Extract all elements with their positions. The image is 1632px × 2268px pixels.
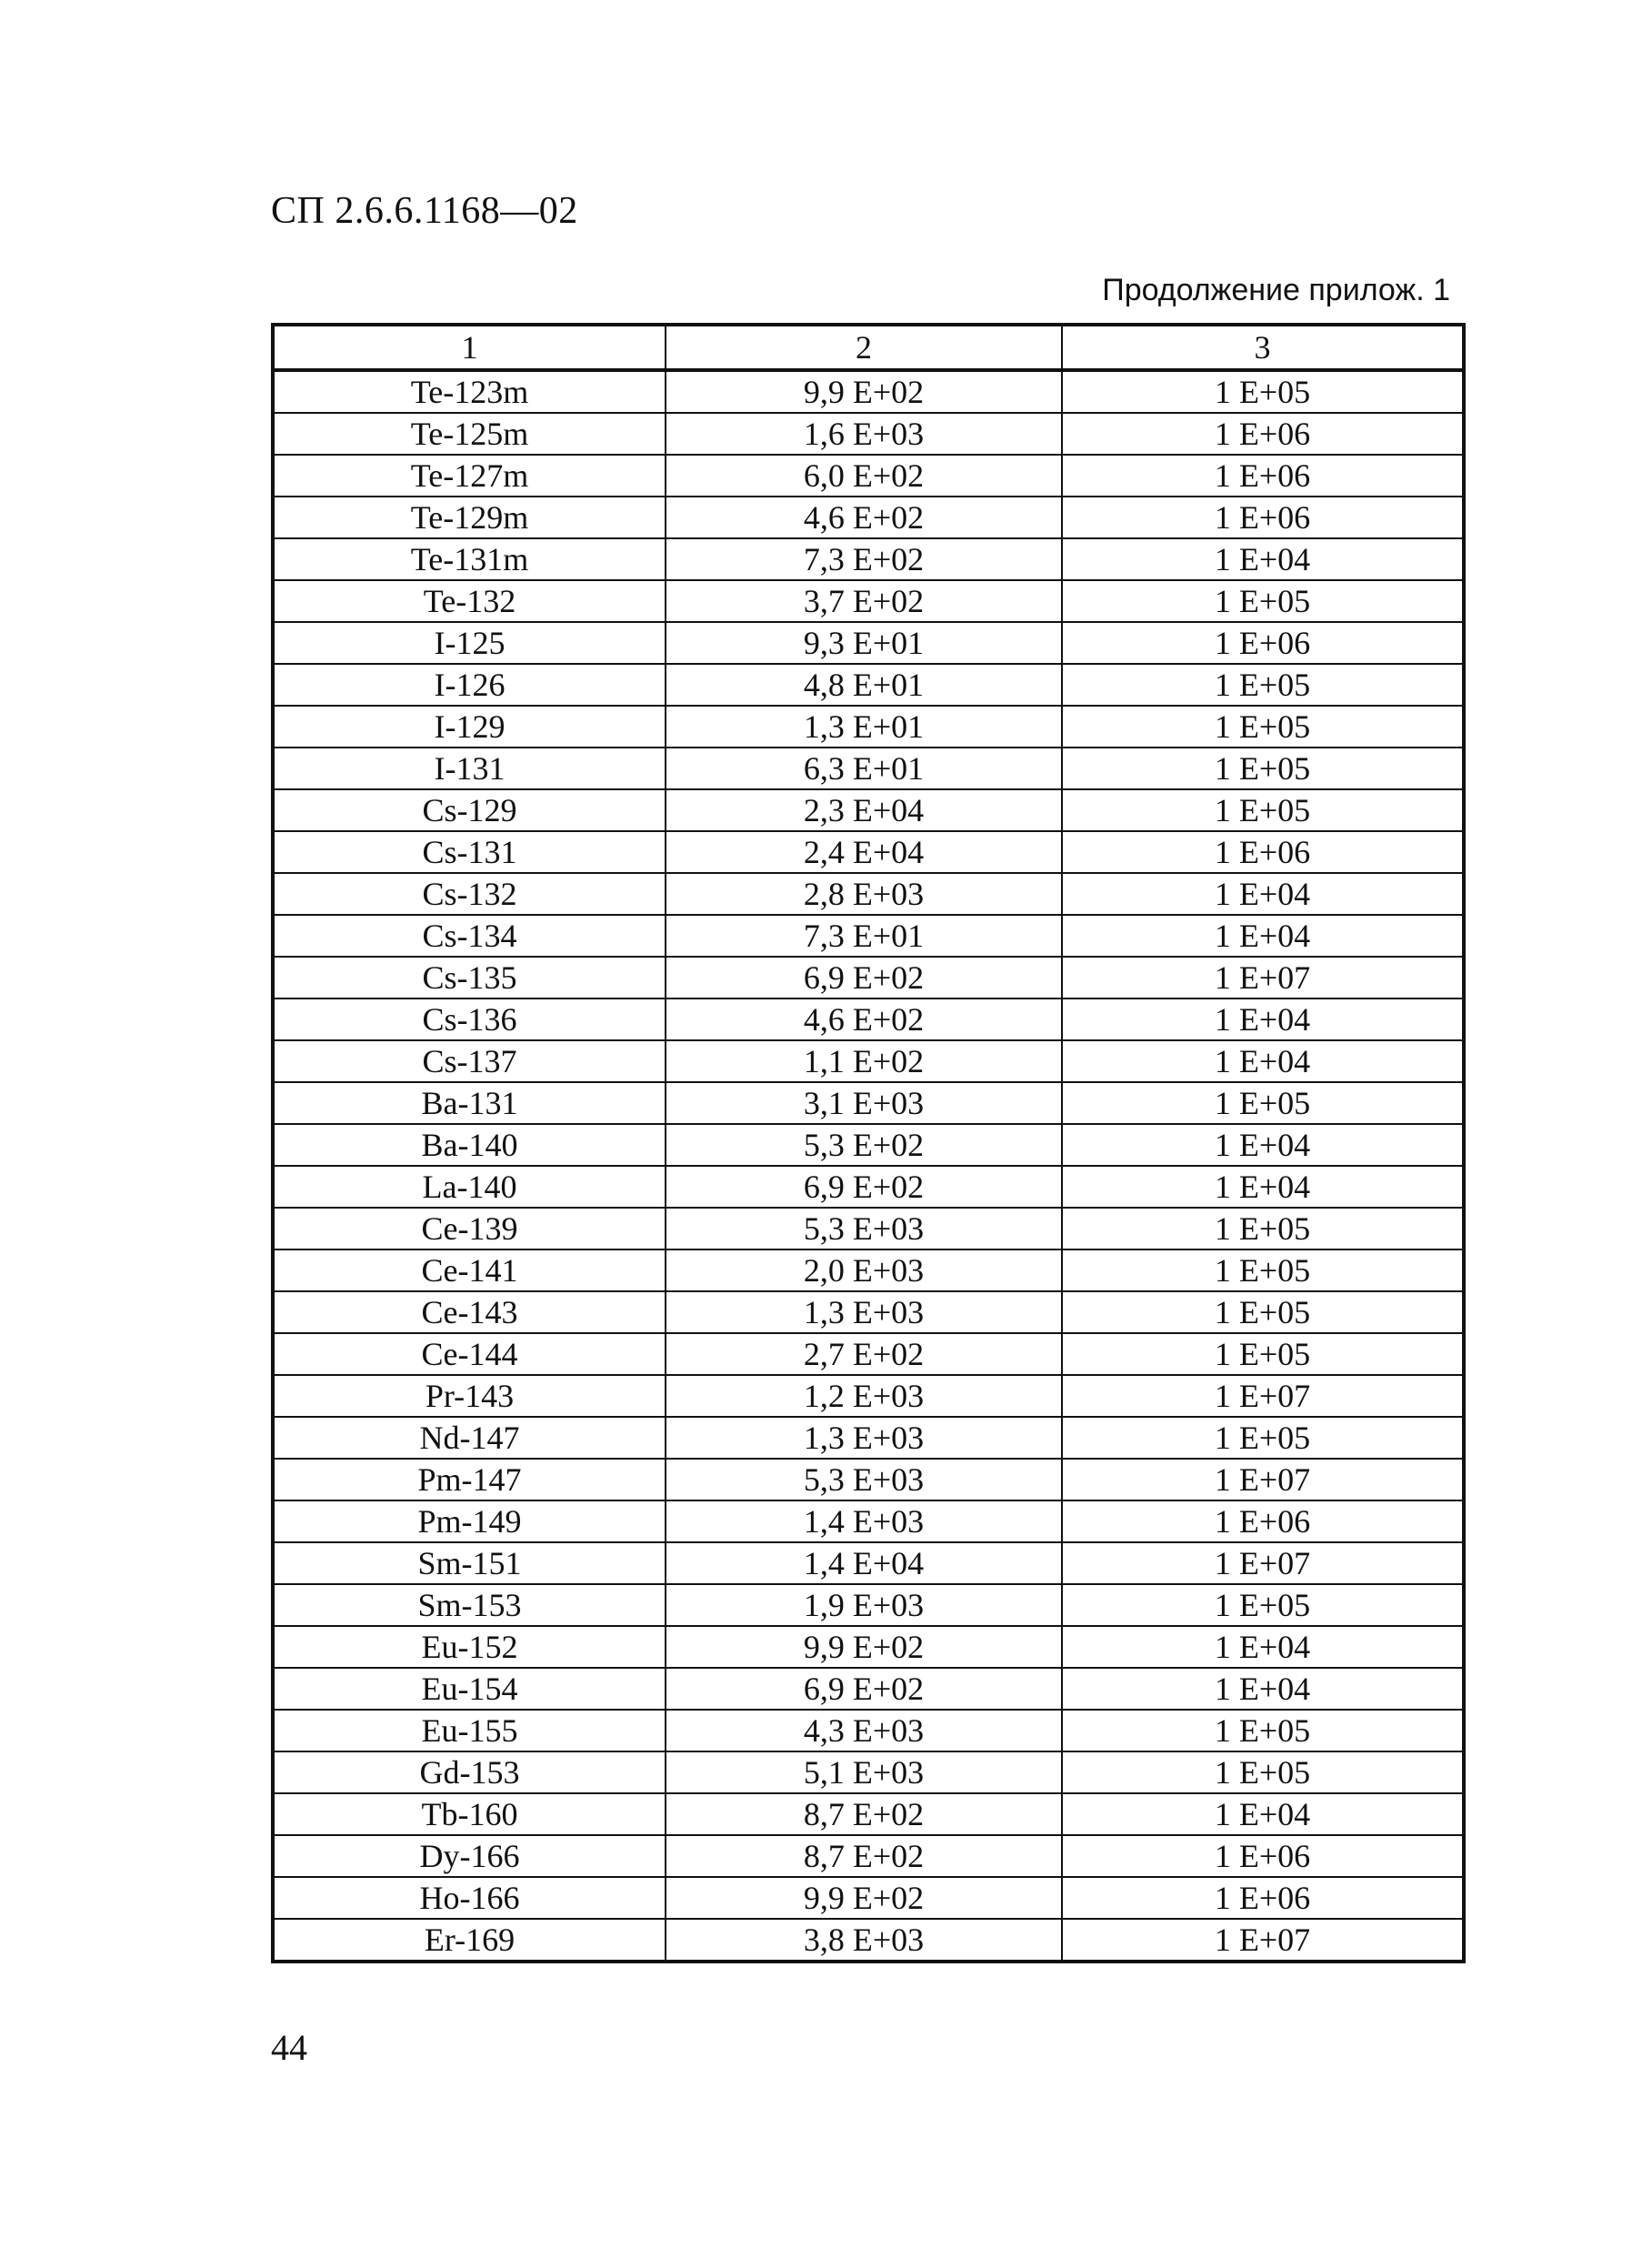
- exemption-value-cell: 1 E+05: [1062, 1584, 1464, 1626]
- nuclide-cell: Ba-140: [273, 1124, 666, 1166]
- nuclide-cell: Sm-153: [273, 1584, 666, 1626]
- nuclide-cell: Sm-151: [273, 1542, 666, 1584]
- exemption-value-cell: 1 E+07: [1062, 1375, 1464, 1417]
- nuclide-cell: Eu-152: [273, 1626, 666, 1668]
- nuclide-cell: Ho-166: [273, 1877, 666, 1919]
- exemption-value-cell: 1 E+04: [1062, 1040, 1464, 1082]
- table-row: [273, 831, 1464, 873]
- activity-value-cell: 1,9 E+03: [666, 1584, 1062, 1626]
- nuclide-cell: I-126: [273, 664, 666, 706]
- nuclide-cell: Cs-135: [273, 957, 666, 999]
- activity-value-cell: 2,8 E+03: [666, 873, 1062, 915]
- table-row: [273, 497, 1464, 538]
- table-row: [273, 873, 1464, 915]
- exemption-value-cell: 1 E+04: [1062, 1166, 1464, 1208]
- activity-value-cell: 5,3 E+02: [666, 1124, 1062, 1166]
- activity-value-cell: 2,7 E+02: [666, 1333, 1062, 1375]
- table-row: [273, 706, 1464, 748]
- nuclide-cell: Ce-141: [273, 1249, 666, 1291]
- exemption-value-cell: 1 E+05: [1062, 706, 1464, 748]
- table-row: [273, 1375, 1464, 1417]
- nuclide-cell: Cs-137: [273, 1040, 666, 1082]
- nuclide-cell: Er-169: [273, 1919, 666, 1962]
- column-header-1: 1: [273, 325, 666, 370]
- exemption-value-cell: 1 E+04: [1062, 873, 1464, 915]
- exemption-value-cell: 1 E+07: [1062, 1459, 1464, 1500]
- activity-value-cell: 3,7 E+02: [666, 580, 1062, 622]
- activity-value-cell: 9,9 E+02: [666, 370, 1062, 413]
- table-row: [273, 1040, 1464, 1082]
- activity-value-cell: 1,1 E+02: [666, 1040, 1062, 1082]
- nuclide-cell: Gd-153: [273, 1751, 666, 1793]
- activity-value-cell: 2,0 E+03: [666, 1249, 1062, 1291]
- table-row: [273, 1417, 1464, 1459]
- activity-value-cell: 3,1 E+03: [666, 1082, 1062, 1124]
- table-row: [273, 1500, 1464, 1542]
- nuclide-cell: Cs-132: [273, 873, 666, 915]
- activity-value-cell: 3,8 E+03: [666, 1919, 1062, 1962]
- activity-value-cell: 4,3 E+03: [666, 1710, 1062, 1751]
- page-number: 44: [271, 2027, 307, 2068]
- header-row: [273, 325, 1464, 370]
- activity-value-cell: 8,7 E+02: [666, 1793, 1062, 1835]
- exemption-value-cell: 1 E+05: [1062, 580, 1464, 622]
- table-row: [273, 1208, 1464, 1249]
- exemption-value-cell: 1 E+04: [1062, 1793, 1464, 1835]
- activity-value-cell: 9,9 E+02: [666, 1626, 1062, 1668]
- exemption-value-cell: 1 E+06: [1062, 497, 1464, 538]
- nuclide-cell: Dy-166: [273, 1835, 666, 1877]
- table-row: [273, 622, 1464, 664]
- nuclide-cell: Ce-143: [273, 1291, 666, 1333]
- table-row: [273, 1291, 1464, 1333]
- table-row: [273, 664, 1464, 706]
- table-row: [273, 1751, 1464, 1793]
- activity-value-cell: 6,9 E+02: [666, 957, 1062, 999]
- activity-value-cell: 4,6 E+02: [666, 497, 1062, 538]
- activity-value-cell: 1,3 E+01: [666, 706, 1062, 748]
- exemption-value-cell: 1 E+06: [1062, 622, 1464, 664]
- activity-value-cell: 2,3 E+04: [666, 789, 1062, 831]
- activity-value-cell: 1,4 E+04: [666, 1542, 1062, 1584]
- column-header-3: 3: [1062, 325, 1464, 370]
- activity-value-cell: 8,7 E+02: [666, 1835, 1062, 1877]
- nuclide-cell: Pm-147: [273, 1459, 666, 1500]
- exemption-value-cell: 1 E+07: [1062, 1542, 1464, 1584]
- table-row: [273, 748, 1464, 789]
- nuclide-cell: Te-129m: [273, 497, 666, 538]
- exemption-value-cell: 1 E+06: [1062, 455, 1464, 497]
- exemption-value-cell: 1 E+06: [1062, 831, 1464, 873]
- table-row: [273, 789, 1464, 831]
- activity-value-cell: 6,3 E+01: [666, 748, 1062, 789]
- nuclide-cell: Pm-149: [273, 1500, 666, 1542]
- exemption-value-cell: 1 E+06: [1062, 413, 1464, 455]
- exemption-value-cell: 1 E+05: [1062, 1082, 1464, 1124]
- nuclide-cell: Ce-139: [273, 1208, 666, 1249]
- document-code: СП 2.6.6.1168—02: [271, 190, 578, 232]
- activity-value-cell: 5,3 E+03: [666, 1459, 1062, 1500]
- exemption-value-cell: 1 E+04: [1062, 999, 1464, 1040]
- table-row: [273, 1249, 1464, 1291]
- nuclide-cell: Te-132: [273, 580, 666, 622]
- nuclide-cell: Pr-143: [273, 1375, 666, 1417]
- activity-value-cell: 6,9 E+02: [666, 1166, 1062, 1208]
- nuclide-cell: Ba-131: [273, 1082, 666, 1124]
- table-row: [273, 915, 1464, 957]
- nuclide-cell: Tb-160: [273, 1793, 666, 1835]
- table-header: [273, 325, 1464, 370]
- exemption-value-cell: 1 E+05: [1062, 1710, 1464, 1751]
- activity-value-cell: 7,3 E+01: [666, 915, 1062, 957]
- nuclide-cell: Cs-131: [273, 831, 666, 873]
- activity-value-cell: 7,3 E+02: [666, 538, 1062, 580]
- nuclide-cell: I-131: [273, 748, 666, 789]
- table-row: [273, 1584, 1464, 1626]
- table-row: [273, 1877, 1464, 1919]
- activity-value-cell: 6,9 E+02: [666, 1668, 1062, 1710]
- table-body: [273, 370, 1464, 1962]
- activity-value-cell: 1,6 E+03: [666, 413, 1062, 455]
- exemption-value-cell: 1 E+04: [1062, 1124, 1464, 1166]
- continuation-note: Продолжение прилож. 1: [1102, 273, 1450, 307]
- nuclide-cell: Te-127m: [273, 455, 666, 497]
- table-row: [273, 370, 1464, 413]
- nuclide-cell: Te-125m: [273, 413, 666, 455]
- table-row: [273, 1668, 1464, 1710]
- activity-value-cell: 9,3 E+01: [666, 622, 1062, 664]
- nuclide-cell: La-140: [273, 1166, 666, 1208]
- exemption-value-cell: 1 E+05: [1062, 664, 1464, 706]
- activity-value-cell: 2,4 E+04: [666, 831, 1062, 873]
- activity-value-cell: 4,8 E+01: [666, 664, 1062, 706]
- table-row: [273, 1459, 1464, 1500]
- nuclide-cell: Eu-155: [273, 1710, 666, 1751]
- exemption-value-cell: 1 E+05: [1062, 370, 1464, 413]
- nuclide-cell: Te-131m: [273, 538, 666, 580]
- nuclide-cell: Cs-129: [273, 789, 666, 831]
- activity-value-cell: 1,4 E+03: [666, 1500, 1062, 1542]
- activity-value-cell: 9,9 E+02: [666, 1877, 1062, 1919]
- table-row: [273, 1626, 1464, 1668]
- activity-value-cell: 5,1 E+03: [666, 1751, 1062, 1793]
- exemption-value-cell: 1 E+04: [1062, 1668, 1464, 1710]
- radionuclide-table: [271, 323, 1466, 1963]
- table-row: [273, 1710, 1464, 1751]
- exemption-value-cell: 1 E+05: [1062, 748, 1464, 789]
- column-header-2: 2: [666, 325, 1062, 370]
- activity-value-cell: 4,6 E+02: [666, 999, 1062, 1040]
- nuclide-cell: Te-123m: [273, 370, 666, 413]
- nuclide-cell: Ce-144: [273, 1333, 666, 1375]
- exemption-value-cell: 1 E+05: [1062, 1417, 1464, 1459]
- exemption-value-cell: 1 E+05: [1062, 1333, 1464, 1375]
- table-row: [273, 1333, 1464, 1375]
- table-row: [273, 999, 1464, 1040]
- table-row: [273, 580, 1464, 622]
- activity-value-cell: 1,2 E+03: [666, 1375, 1062, 1417]
- table-row: [273, 1835, 1464, 1877]
- table-row: [273, 1542, 1464, 1584]
- table-row: [273, 1793, 1464, 1835]
- exemption-value-cell: 1 E+06: [1062, 1877, 1464, 1919]
- exemption-value-cell: 1 E+07: [1062, 957, 1464, 999]
- activity-value-cell: 1,3 E+03: [666, 1417, 1062, 1459]
- table-row: [273, 538, 1464, 580]
- exemption-value-cell: 1 E+04: [1062, 915, 1464, 957]
- nuclide-cell: I-125: [273, 622, 666, 664]
- nuclide-cell: I-129: [273, 706, 666, 748]
- exemption-value-cell: 1 E+06: [1062, 1500, 1464, 1542]
- exemption-value-cell: 1 E+07: [1062, 1919, 1464, 1962]
- table-row: [273, 957, 1464, 999]
- table-row: [273, 1082, 1464, 1124]
- table-row: [273, 1919, 1464, 1962]
- nuclide-cell: Cs-134: [273, 915, 666, 957]
- table-row: [273, 1166, 1464, 1208]
- table-row: [273, 1124, 1464, 1166]
- exemption-value-cell: 1 E+04: [1062, 538, 1464, 580]
- nuclide-cell: Cs-136: [273, 999, 666, 1040]
- exemption-value-cell: 1 E+05: [1062, 789, 1464, 831]
- table-row: [273, 455, 1464, 497]
- activity-value-cell: 6,0 E+02: [666, 455, 1062, 497]
- exemption-value-cell: 1 E+06: [1062, 1835, 1464, 1877]
- exemption-value-cell: 1 E+05: [1062, 1249, 1464, 1291]
- activity-value-cell: 5,3 E+03: [666, 1208, 1062, 1249]
- nuclide-cell: Eu-154: [273, 1668, 666, 1710]
- activity-value-cell: 1,3 E+03: [666, 1291, 1062, 1333]
- nuclide-cell: Nd-147: [273, 1417, 666, 1459]
- exemption-value-cell: 1 E+05: [1062, 1751, 1464, 1793]
- exemption-value-cell: 1 E+05: [1062, 1208, 1464, 1249]
- exemption-value-cell: 1 E+05: [1062, 1291, 1464, 1333]
- exemption-value-cell: 1 E+04: [1062, 1626, 1464, 1668]
- table-row: [273, 413, 1464, 455]
